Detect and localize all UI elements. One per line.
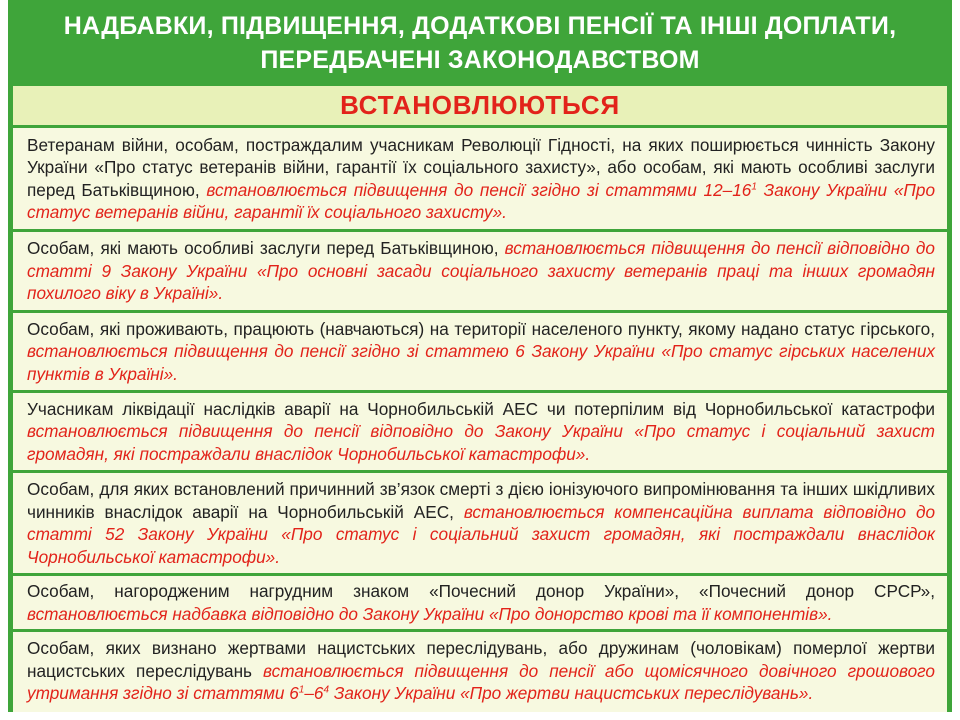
item-highlight: встановлюється підвищення до пенсії відповідно до статті 9 Закону України «Про основні засади соціального захисту ветеранів праці та інших громадян похилого віку в Україні». <box>27 238 935 304</box>
item-highlight: встановлюється підвищення до пенсії або щомісячного довічного грошового утримання згідно зі статтями 6 <box>27 660 935 704</box>
item-superscript: 1 <box>298 684 305 696</box>
subheader-banner <box>13 86 947 128</box>
document-page <box>8 0 952 712</box>
item-superscript: 1 <box>751 180 757 192</box>
list-item-text <box>27 318 935 386</box>
item-superscript: 4 <box>323 684 330 696</box>
benefits-list <box>13 128 947 710</box>
item-highlight: –6 <box>304 683 324 704</box>
list-item-text <box>27 580 935 625</box>
list-item <box>13 632 947 710</box>
list-item-text <box>27 237 935 305</box>
list-item <box>13 128 947 232</box>
list-item <box>13 232 947 313</box>
item-highlight: встановлюється підвищення до пенсії згідно зі статтею 6 Закону України «Про статус гірських населених пунктів в Україні». <box>27 341 935 384</box>
item-text: Ветеранам війни, особам, постраждалим учасникам Революції Гідності, на яких поширюється чинність Закону України «Про статус ветеранів війни, гарантії їх соціального захисту», або особам, які мають особливі заслуги перед Батьківщиною, <box>27 134 935 200</box>
list-item-text <box>27 637 935 705</box>
list-item <box>13 313 947 393</box>
item-text: Учасникам ліквідації наслідків аварії на Чорнобильській АЕС чи потерпілим від Чорнобильської катастрофи <box>27 398 935 419</box>
section-title: ВСТАНОВЛЮЮТЬСЯ <box>340 90 620 120</box>
item-highlight: встановлюється надбавка відповідно до Закону України «Про донорство крові та її компонентів». <box>27 603 833 624</box>
list-item <box>13 576 947 632</box>
page-title: НАДБАВКИ, ПІДВИЩЕННЯ, ДОДАТКОВІ ПЕНСІЇ ТА ІНШІ ДОПЛАТИ, ПЕРЕДБАЧЕНІ ЗАКОНОДАВСТВОМ <box>63 12 897 74</box>
list-item-text <box>27 134 935 224</box>
item-highlight: встановлюється підвищення до пенсії відповідно до Закону України «Про статус і соціальний захист громадян, які постраждали внаслідок Чорнобильської катастрофи». <box>27 421 935 464</box>
item-highlight: Закону України «Про статус ветеранів війни, гарантії їх соціального захисту». <box>27 179 935 222</box>
item-text: Особам, нагородженим нагрудним знаком «Почесний донор України», «Почесний донор СРСР», <box>27 581 935 601</box>
header-banner <box>13 0 947 86</box>
item-text: Особам, які мають особливі заслуги перед Батьківщиною, <box>27 238 505 259</box>
item-text: Особам, які проживають, працюють (навчаються) на території населеного пункту, якому надано статус гірського, <box>27 318 935 339</box>
list-item <box>13 393 947 473</box>
item-highlight: Закону України «Про жертви нацистських переслідувань». <box>329 683 814 704</box>
list-item-text <box>27 478 935 568</box>
item-text: Особам, яких визнано жертвами нацистських переслідувань, або дружинам (чоловікам) померлої жертви нацистських переслідувань <box>27 638 935 681</box>
item-highlight: встановлюється компенсаційна виплата відповідно до статті 52 Закону України «Про статус і соціальний захист громадян, які постраждали внаслідок Чорнобильської катастрофи». <box>27 501 935 567</box>
list-item <box>13 473 947 576</box>
item-highlight: встановлюється підвищення до пенсії згідно зі статтями 12–16 <box>206 179 752 200</box>
list-item-text <box>27 398 935 466</box>
item-text: Особам, для яких встановлений причинний зв’язок смерті з дією іонізуючого випромінювання та інших шкідливих чинників внаслідок аварії на Чорнобильській АЕС, <box>27 479 935 522</box>
